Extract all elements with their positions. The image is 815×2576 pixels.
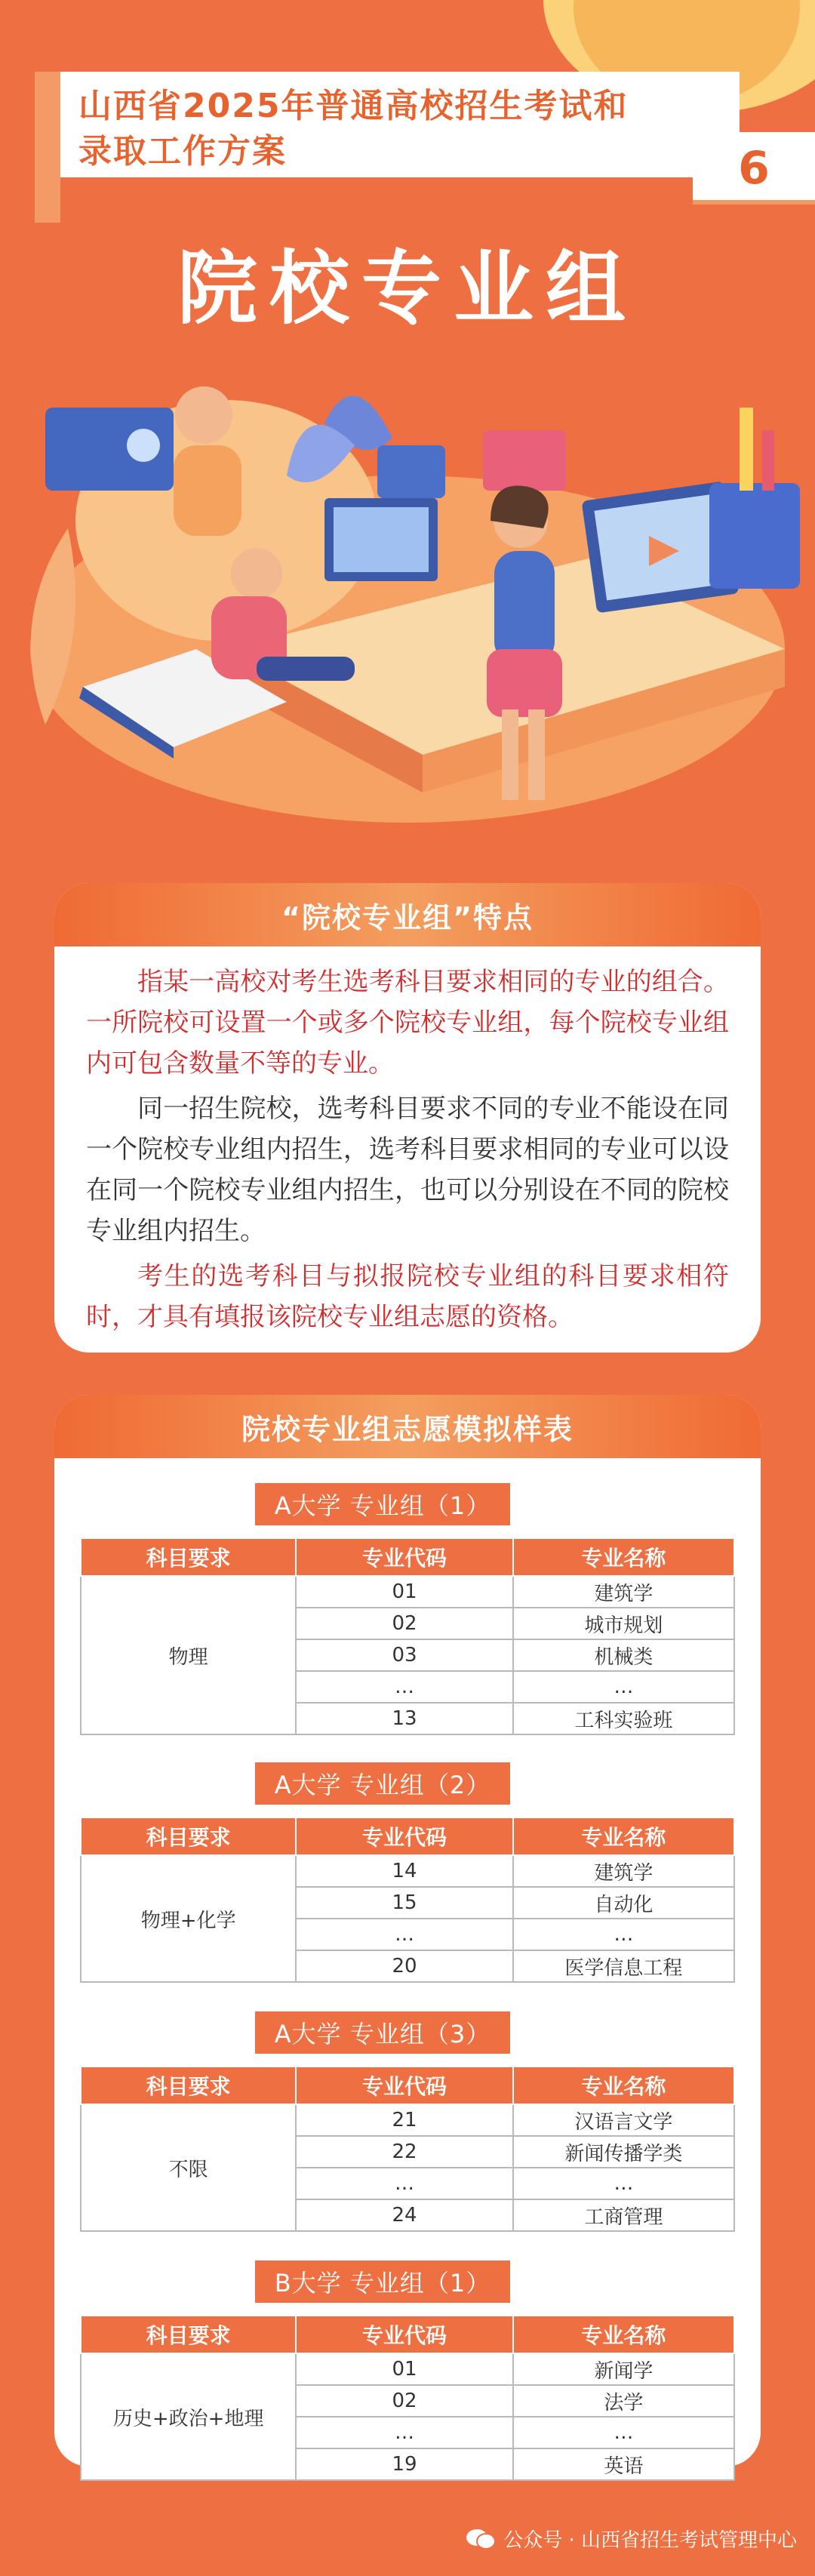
column-header: 专业名称 — [513, 1817, 734, 1855]
group-table — [80, 1817, 735, 1983]
table-header-row — [81, 1817, 734, 1855]
major-code-cell: … — [296, 1671, 512, 1703]
column-header: 专业代码 — [296, 2067, 512, 2104]
major-code-cell: 14 — [296, 1855, 512, 1887]
major-name-cell: 新闻学 — [513, 2353, 734, 2385]
major-name-cell: 工商管理 — [513, 2199, 734, 2231]
column-header: 专业代码 — [296, 1538, 512, 1576]
person-head — [231, 548, 282, 599]
major-code-cell: 02 — [296, 1608, 512, 1639]
laptop-screen-inner — [334, 507, 429, 572]
major-name-cell: 法学 — [513, 2385, 734, 2417]
major-name-cell: 建筑学 — [513, 1576, 734, 1608]
major-code-cell: 03 — [296, 1639, 512, 1671]
study-illustration — [0, 332, 815, 853]
major-name-cell: 医学信息工程 — [513, 1950, 734, 1982]
table-header-row — [81, 2067, 734, 2104]
column-header: 科目要求 — [81, 1817, 296, 1855]
features-paragraph-1: 指某一高校对考生选考科目要求相同的专业的组合。一所院校可设置一个或多个院校专业组，每个院校专业组内可包含数量不等的专业。 — [86, 967, 729, 1079]
person-body — [174, 445, 241, 536]
major-code-cell: 21 — [296, 2104, 512, 2136]
subject-requirement-cell: 不限 — [81, 2104, 296, 2231]
group-title: A大学 专业组（1） — [255, 1483, 510, 1525]
major-code-cell: 02 — [296, 2385, 512, 2417]
features-body — [54, 946, 761, 1337]
major-name-cell: 汉语言文学 — [513, 2104, 734, 2136]
column-header: 专业名称 — [513, 2067, 734, 2104]
column-header: 科目要求 — [81, 2067, 296, 2104]
group-title: A大学 专业组（2） — [255, 1762, 510, 1805]
group-table — [80, 2066, 735, 2232]
major-name-cell: … — [513, 1919, 734, 1950]
person-skirt — [487, 649, 562, 717]
sample-header — [54, 1395, 761, 1458]
chart-icon — [127, 429, 160, 462]
major-code-cell: … — [296, 2417, 512, 2448]
subject-requirement-cell: 物理+化学 — [81, 1855, 296, 1982]
person-body — [494, 551, 555, 664]
floating-panel — [483, 430, 566, 491]
table-row — [81, 1855, 734, 1887]
table-row — [81, 2353, 734, 2385]
table-header-row — [81, 1538, 734, 1576]
major-name-cell: … — [513, 2417, 734, 2448]
page-number-tag — [693, 132, 815, 205]
major-name-cell: 新闻传播学类 — [513, 2136, 734, 2168]
column-header: 专业名称 — [513, 1538, 734, 1576]
major-code-cell: … — [296, 1919, 512, 1950]
major-code-cell: 13 — [296, 1703, 512, 1734]
footer — [466, 2525, 797, 2553]
major-name-cell: 自动化 — [513, 1887, 734, 1919]
floating-panel — [377, 445, 445, 498]
column-header: 专业代码 — [296, 1817, 512, 1855]
pencil — [740, 408, 753, 491]
group-title: A大学 专业组（3） — [255, 2011, 510, 2054]
page-number: 6 — [738, 142, 770, 195]
major-code-cell: 22 — [296, 2136, 512, 2168]
major-code-cell: 20 — [296, 1950, 512, 1982]
person-head — [175, 386, 232, 444]
person-legs — [502, 709, 518, 800]
features-heading: “院校专业组”特点 — [281, 900, 534, 934]
major-name-cell: … — [513, 1671, 734, 1703]
sample-heading: 院校专业组志愿模拟样表 — [241, 1412, 574, 1446]
title-line-2: 录取工作方案 — [78, 132, 287, 171]
title-line-1: 山西省2025年普通高校招生考试和 — [78, 87, 629, 125]
title-strip — [35, 72, 60, 223]
wechat-icon — [466, 2528, 496, 2550]
features-paragraph-3: 考生的选考科目与拟报院校专业组的科目要求相符时，才具有填报该院校专业组志愿的资格。 — [86, 1261, 729, 1332]
pencil — [762, 430, 774, 491]
column-header: 科目要求 — [81, 2316, 296, 2353]
features-paragraph-2: 同一招生院校，选考科目要求不同的专业不能设在同一个院校专业组内招生，选考科目要求相同的专业可以设在同一个院校专业组内招生，也可以分别设在不同的院校专业组内招生。 — [86, 1094, 729, 1246]
features-header — [54, 883, 761, 946]
major-code-cell: 01 — [296, 2353, 512, 2385]
column-header: 专业名称 — [513, 2316, 734, 2353]
major-code-cell: 19 — [296, 2448, 512, 2480]
major-name-cell: 工科实验班 — [513, 1703, 734, 1734]
major-name-cell: 英语 — [513, 2448, 734, 2480]
column-header: 专业代码 — [296, 2316, 512, 2353]
subject-requirement-cell: 物理 — [81, 1576, 296, 1734]
pencil-cup — [709, 483, 800, 589]
column-header: 科目要求 — [81, 1538, 296, 1576]
table-row — [81, 2104, 734, 2136]
footer-text: 公众号 · 山西省招生考试管理中心 — [503, 2529, 797, 2552]
features-card — [54, 883, 761, 1353]
major-name-cell: 建筑学 — [513, 1855, 734, 1887]
group-table — [80, 2315, 735, 2481]
page-title: 院校专业组 — [177, 242, 638, 335]
major-name-cell: 机械类 — [513, 1639, 734, 1671]
subject-requirement-cell: 历史+政治+地理 — [81, 2353, 296, 2480]
table-header-row — [81, 2316, 734, 2353]
person-legs — [257, 657, 355, 681]
major-name-cell: … — [513, 2168, 734, 2199]
major-code-cell: 24 — [296, 2199, 512, 2231]
major-name-cell: 城市规划 — [513, 1608, 734, 1639]
table-row — [81, 1576, 734, 1608]
group-title: B大学 专业组（1） — [255, 2261, 510, 2303]
person-legs — [528, 709, 545, 800]
major-code-cell: 01 — [296, 1576, 512, 1608]
group-table — [80, 1537, 735, 1735]
major-code-cell: … — [296, 2168, 512, 2199]
major-code-cell: 15 — [296, 1887, 512, 1919]
document-title — [60, 72, 740, 177]
